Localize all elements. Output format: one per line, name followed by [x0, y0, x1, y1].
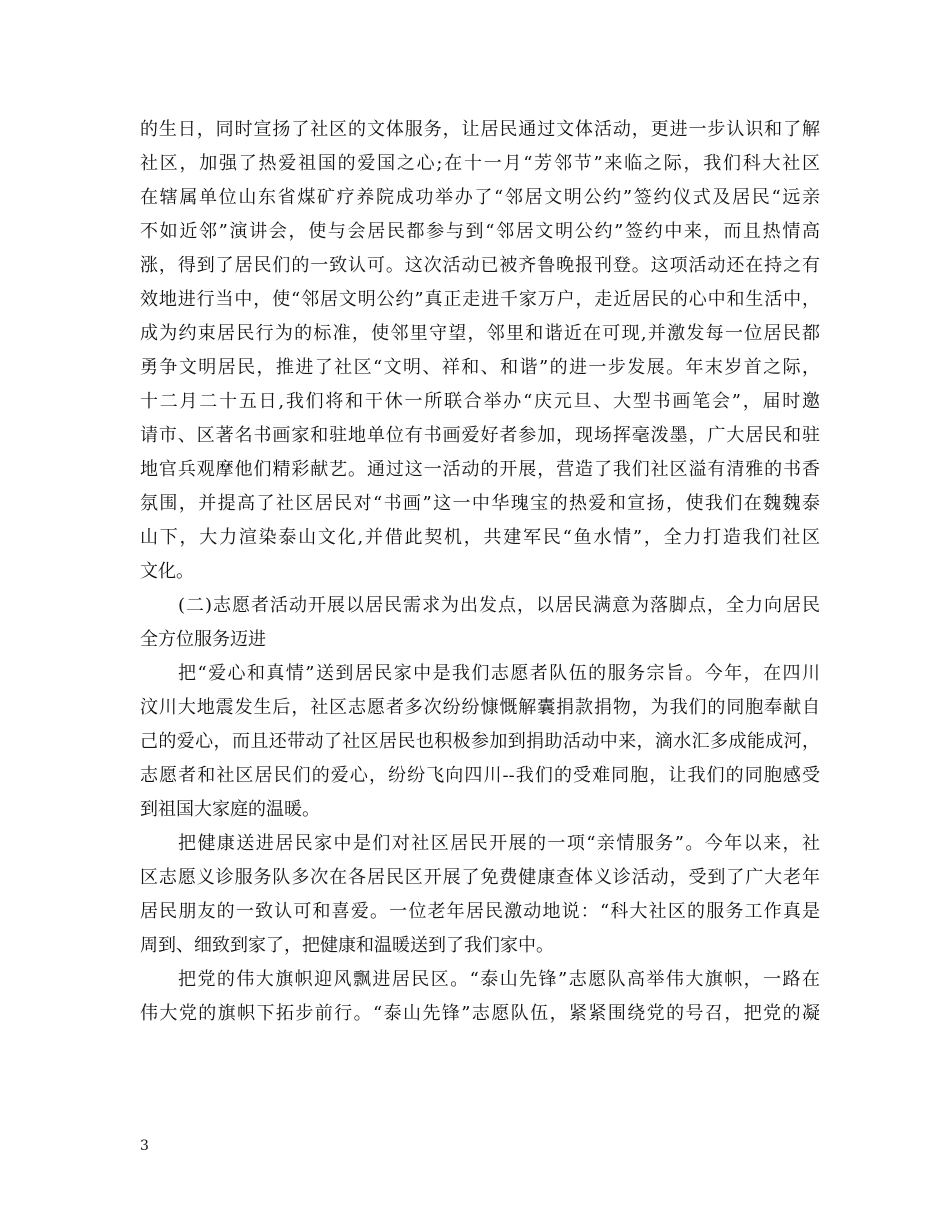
text-line: 汶川大地震发生后，社区志愿者多次纷纷慷慨解囊捐款捐物，为我们的同胞奉献自	[140, 697, 820, 718]
text-line: 把“爱心和真情”送到居民家中是我们志愿者队伍的服务宗旨。今年，在四川	[178, 663, 820, 684]
text-line: 居民朋友的一致认可和喜爱。一位老年居民激动地说：“科大社区的服务工作真是	[140, 901, 820, 922]
section-heading-line: 全方位服务迈进	[140, 629, 266, 650]
text-line: 区志愿义诊服务队多次在各居民区开展了免费健康查体义诊活动，受到了广大老年	[140, 867, 820, 888]
body-text	[140, 113, 820, 1031]
text-line: 效地进行当中，使“邻居文明公约”真正走进千家万户，走近居民的心中和生活中，	[140, 289, 820, 310]
text-line: 把健康送进居民家中是们对社区居民开展的一项“亲情服务”。今年以来，社	[178, 833, 820, 854]
text-line: 到祖国大家庭的温暖。	[140, 799, 320, 820]
text-line: 周到、细致到家了，把健康和温暖送到了我们家中。	[140, 935, 554, 956]
text-line: 氛围，并提高了社区居民对“书画”这一中华瑰宝的热爱和宣扬，使我们在魏魏泰	[140, 493, 820, 514]
text-line: 把党的伟大旗帜迎风飘进居民区。“泰山先锋”志愿队高举伟大旗帜，一路在	[178, 969, 820, 990]
text-line: 的生日，同时宣扬了社区的文体服务，让居民通过文体活动，更进一步认识和了解	[140, 119, 820, 140]
text-line: 文化。	[140, 561, 194, 582]
page-number: 3	[140, 1138, 149, 1154]
text-line: 地官兵观摩他们精彩献艺。通过这一活动的开展，营造了我们社区溢有清雅的书香	[140, 459, 820, 480]
text-line: 社区，加强了热爱祖国的爱国之心;在十一月“芳邻节”来临之际，我们科大社区	[140, 153, 820, 174]
text-line: 不如近邻”演讲会，使与会居民都参与到“邻居文明公约”签约中来，而且热情高	[140, 221, 820, 242]
text-line: 十二月二十五日,我们将和干休一所联合举办“庆元旦、大型书画笔会”，届时邀	[140, 391, 820, 412]
text-line: 涨，得到了居民们的一致认可。这次活动已被齐鲁晚报刊登。这项活动还在持之有	[140, 255, 820, 276]
text-line: 伟大党的旗帜下拓步前行。“泰山先锋”志愿队伍，紧紧围绕党的号召，把党的凝	[140, 1003, 820, 1024]
text-line: 山下，大力渲染泰山文化,并借此契机，共建军民“鱼水情”，全力打造我们社区	[140, 527, 820, 548]
text-line: 在辖属单位山东省煤矿疗养院成功举办了“邻居文明公约”签约仪式及居民“远亲	[140, 187, 820, 208]
text-line: 勇争文明居民，推进了社区“文明、祥和、和谐”的进一步发展。年末岁首之际，	[140, 357, 820, 378]
text-line: 志愿者和社区居民们的爱心，纷纷飞向四川--我们的受难同胞，让我们的同胞感受	[140, 765, 820, 786]
text-line: 己的爱心，而且还带动了社区居民也积极参加到捐助活动中来，滴水汇多成能成河，	[140, 731, 820, 752]
text-line: 请市、区著名书画家和驻地单位有书画爱好者参加，现场挥毫泼墨，广大居民和驻	[140, 425, 820, 446]
section-heading-line: (二)志愿者活动开展以居民需求为出发点，以居民满意为落脚点，全力向居民	[178, 595, 820, 616]
text-line: 成为约束居民行为的标准，使邻里守望，邻里和谐近在可现,并激发每一位居民都	[140, 323, 820, 344]
